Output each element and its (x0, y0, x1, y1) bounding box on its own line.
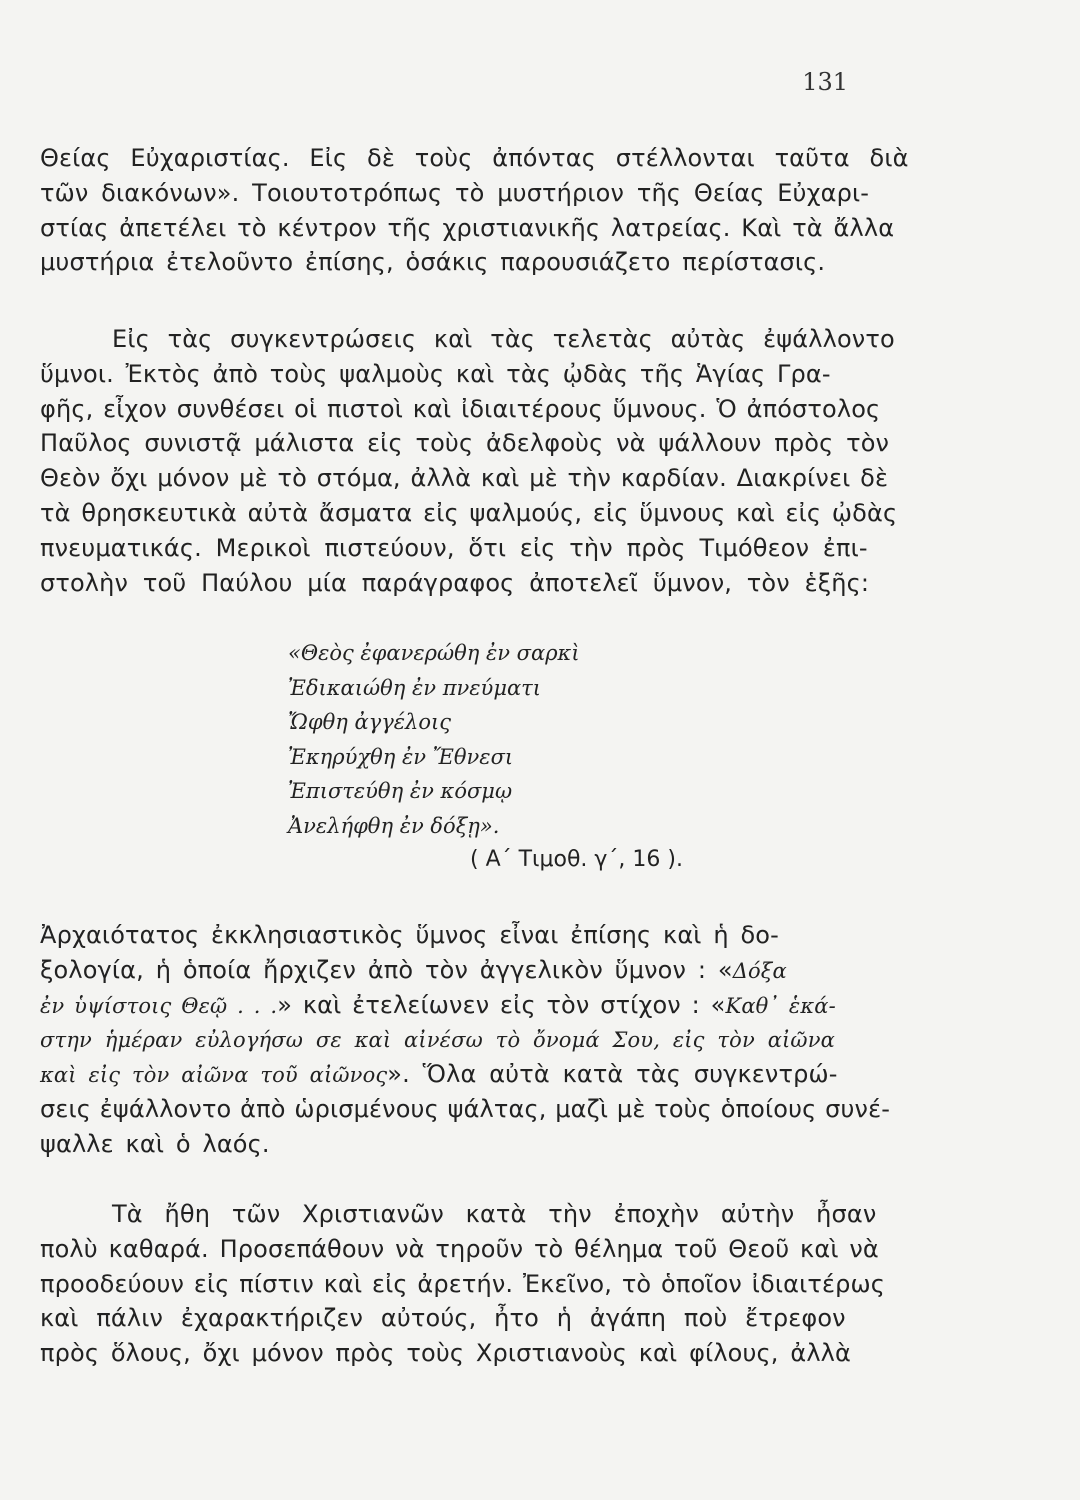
text-span: ». Ὅλα αὐτὰ κατὰ τὰς συγκεντρώ- (387, 1060, 838, 1089)
page-number: 131 (802, 68, 848, 96)
paragraph-eucharist (40, 141, 909, 280)
text-line (40, 1022, 890, 1057)
hymn-quote (288, 636, 808, 843)
text-line: Εἰς τὰς συγκεντρώσεις καὶ τὰς τελετὰς αὐτὰς ἐψάλλοντο (112, 325, 895, 353)
italic-span: Δόξα (732, 958, 787, 983)
text-line (40, 953, 890, 988)
italic-span: Καθ᾽ ἑκά- (725, 993, 836, 1018)
paragraph-morals (40, 1197, 890, 1371)
paragraph-hymns (40, 322, 898, 600)
text-line: τὰ θρησκευτικὰ αὐτὰ ἄσματα εἰς ψαλμούς, εἰς ὕμνους καὶ εἰς ᾠδὰς (40, 498, 898, 527)
italic-span: στην ἡμέραν εὐλογήσω σε καὶ αἰνέσω τὸ ὄνομά Σου, εἰς τὸν αἰῶνα (40, 1028, 835, 1053)
text-line: τῶν διακόνων». Τοιουτοτρόπως τὸ μυστήριον τῆς Θείας Εὐχαρι- (40, 178, 870, 207)
text-line (40, 1057, 890, 1092)
italic-span: καὶ εἰς τὸν αἰῶνα τοῦ αἰῶνος (40, 1063, 388, 1088)
text-line: πρὸς ὅλους, ὄχι μόνον πρὸς τοὺς Χριστιανοὺς καὶ φίλους, ἀλλὰ (40, 1339, 851, 1368)
text-line: στίας ἀπετέλει τὸ κέντρον τῆς χριστιανικῆς λατρείας. Καὶ τὰ ἄλλα (40, 213, 895, 242)
text-line: Θεὸν ὄχι μόνον μὲ τὸ στόμα, ἀλλὰ καὶ μὲ τὴν καρδίαν. Διακρίνει δὲ (40, 464, 889, 493)
text-line: φῆς, εἶχον συνθέσει οἱ πιστοὶ καὶ ἰδιαιτέρους ὕμνους. Ὁ ἀπόστολος (40, 394, 881, 423)
text-line: σεις ἐψάλλοντο ἀπὸ ὡρισμένους ψάλτας, μαζὶ μὲ τοὺς ὁποίους συνέ- (40, 1094, 891, 1123)
text-line: μυστήρια ἐτελοῦντο ἐπίσης, ὁσάκις παρουσιάζετο περίστασις. (40, 248, 826, 277)
text-line (40, 988, 890, 1023)
text-span: ξολογία, ἡ ὁποία ἤρχιζεν ἀπὸ τὸν ἀγγελικὸν ὕμνον : « (40, 955, 733, 984)
hymn-citation: ( Α΄ Τιμοθ. γ΄, 16 ). (470, 847, 683, 872)
text-line: Ἀρχαιότατος ἐκκλησιαστικὸς ὕμνος εἶναι ἐπίσης καὶ ἡ δο- (40, 921, 779, 949)
italic-span: ἐν ὑψίστοις Θεῷ . . . (40, 993, 278, 1018)
hymn-line: Ἀνελήφθη ἐν δόξῃ». (288, 813, 500, 838)
text-line: Θείας Εὐχαριστίας. Εἰς δὲ τοὺς ἀπόντας στέλλονται ταῦτα διὰ (40, 144, 909, 172)
hymn-line: Ὤφθη ἀγγέλοις (288, 710, 451, 734)
text-line: προοδεύουν εἰς πίστιν καὶ εἰς ἀρετήν. Ἐκεῖνο, τὸ ὁποῖον ἰδιαιτέρως (40, 1269, 885, 1298)
text-line: ψαλλε καὶ ὁ λαός. (40, 1129, 270, 1158)
hymn-line: Ἐκηρύχθη ἐν Ἔθνεσι (288, 744, 514, 769)
hymn-line: Ἐπιστεύθη ἐν κόσμῳ (288, 779, 513, 803)
text-line: Παῦλος συνιστᾷ μάλιστα εἰς τοὺς ἀδελφοὺς νὰ ψάλλουν πρὸς τὸν (40, 429, 890, 458)
hymn-line: «Θεὸς ἐφανερώθη ἐν σαρκὶ (288, 641, 580, 665)
paragraph-doxology (40, 918, 890, 1162)
text-line: καὶ πάλιν ἐχαρακτήριζεν αὐτούς, ἦτο ἡ ἀγάπη ποὺ ἔτρεφον (40, 1304, 846, 1333)
text-span: » καὶ ἐτελείωνεν εἰς τὸν στίχον : « (277, 990, 726, 1019)
text-line: πνευματικάς. Μερικοὶ πιστεύουν, ὅτι εἰς τὴν πρὸς Τιμόθεον ἐπι- (40, 533, 868, 562)
text-line: πολὺ καθαρά. Προσεπάθουν νὰ τηροῦν τὸ θέλημα τοῦ Θεοῦ καὶ νὰ (40, 1234, 879, 1263)
text-line: στολὴν τοῦ Παύλου μία παράγραφος ἀποτελεῖ ὕμνον, τὸν ἑξῆς: (40, 568, 870, 597)
hymn-line: Ἐδικαιώθη ἐν πνεύματι (288, 675, 541, 700)
text-line: Τὰ ἤθη τῶν Χριστιανῶν κατὰ τὴν ἐποχὴν αὐτὴν ἦσαν (112, 1200, 877, 1228)
text-line: ὕμνοι. Ἐκτὸς ἀπὸ τοὺς ψαλμοὺς καὶ τὰς ᾠδὰς τῆς Ἁγίας Γρα- (40, 359, 831, 388)
